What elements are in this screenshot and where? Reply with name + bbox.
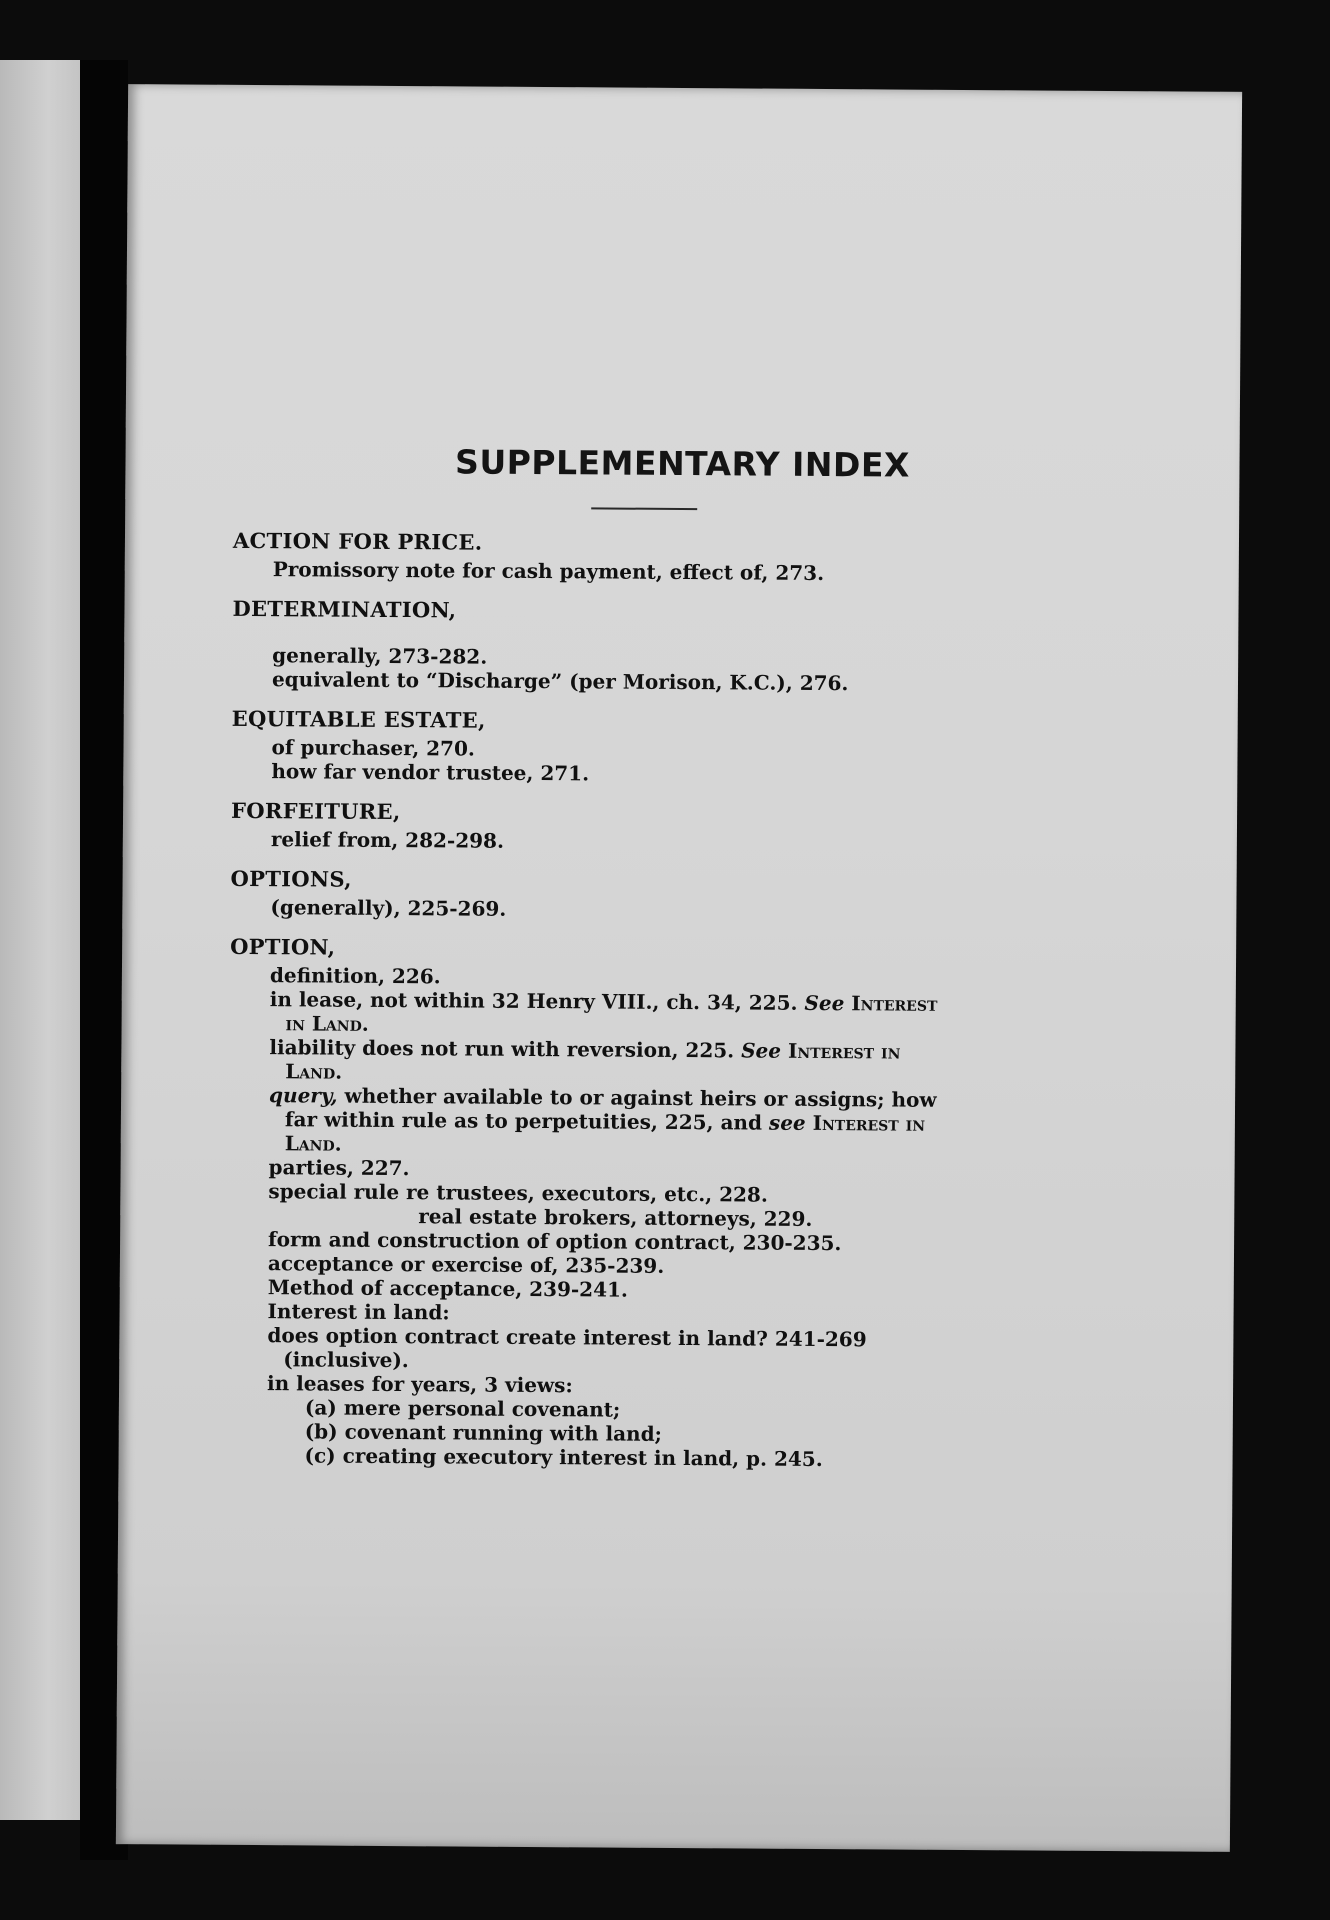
- entry-heading: ACTION FOR PRICE.: [232, 527, 483, 555]
- page-title: SUPPLEMENTARY INDEX: [455, 442, 911, 485]
- entry-item: Promissory note for cash payment, effect of, 273.: [272, 557, 825, 586]
- title-rule: [591, 507, 697, 510]
- entry-item: real estate brokers, attorneys, 229.: [418, 1204, 813, 1231]
- see-label: See: [804, 990, 845, 1016]
- facing-page-edge: [0, 60, 80, 1820]
- entry-item: does option contract create interest in land? 241-269 (inclusive).: [267, 1323, 867, 1373]
- view-item: (a) mere personal covenant;: [304, 1395, 621, 1422]
- index-entry: [231, 799, 951, 856]
- index-entry: [230, 867, 950, 924]
- entry-item: form and construction of option contract, 230-235.: [268, 1227, 842, 1256]
- entry-item: special rule re trustees, executors, etc., 228.: [268, 1179, 768, 1207]
- entry-item: acceptance or exercise of, 235-239.: [267, 1251, 665, 1278]
- entry-item: in leases for years, 3 views:: [267, 1371, 573, 1398]
- view-item: (c) creating executory interest in land, p. 245.: [304, 1443, 823, 1472]
- entry-item: how far vendor trustee, 271.: [271, 759, 590, 786]
- see-label: See: [741, 1038, 782, 1063]
- cross-reference: Interest in Land.: [285, 991, 938, 1036]
- entry-item: equivalent to “Discharge” (per Morison, K.C.), 276.: [271, 667, 849, 696]
- entry-heading: OPTION,: [230, 933, 336, 960]
- query-label: query,: [269, 1083, 338, 1108]
- entry-item: relief from, 282-298.: [270, 827, 505, 853]
- see-label: see: [768, 1110, 806, 1135]
- entry-item: definition, 226.: [269, 963, 441, 989]
- view-item: (b) covenant running with land;: [304, 1419, 663, 1446]
- entry-heading: FORFEITURE,: [231, 797, 401, 825]
- entry-item: [230, 987, 950, 1040]
- entry-item: generally, 273-282.: [272, 643, 488, 669]
- entry-item: Interest in land:: [267, 1299, 450, 1325]
- entry-heading: EQUITABLE ESTATE,: [231, 705, 486, 733]
- index-entry-option: [227, 935, 951, 1472]
- entry-item: [229, 1035, 949, 1088]
- index-entry: [231, 707, 952, 788]
- cross-reference: Interest in Land.: [284, 1110, 926, 1156]
- entry-item: of purchaser, 270.: [271, 735, 475, 761]
- entry-item: [229, 1083, 949, 1160]
- entry-item: Method of acceptance, 239-241.: [267, 1275, 629, 1302]
- entry-item: parties, 227.: [268, 1155, 410, 1181]
- entry-text: whether available to or against heirs or assigns; how far within rule as to perpetuities, 225, and: [284, 1083, 937, 1135]
- entry-heading: DETERMINATION,: [232, 595, 457, 623]
- index-body: [226, 529, 953, 1488]
- entry-item: (generally), 225-269.: [270, 895, 507, 921]
- index-entry: [232, 597, 953, 696]
- cross-reference: Interest in Land.: [285, 1038, 901, 1084]
- index-page: [116, 84, 1242, 1852]
- index-entry: [233, 529, 953, 586]
- entry-heading: OPTIONS,: [230, 865, 352, 892]
- entry-text: in lease, not within 32 Henry VIII., ch. 34, 225.: [269, 987, 798, 1015]
- entry-text: liability does not run with reversion, 225.: [269, 1035, 735, 1063]
